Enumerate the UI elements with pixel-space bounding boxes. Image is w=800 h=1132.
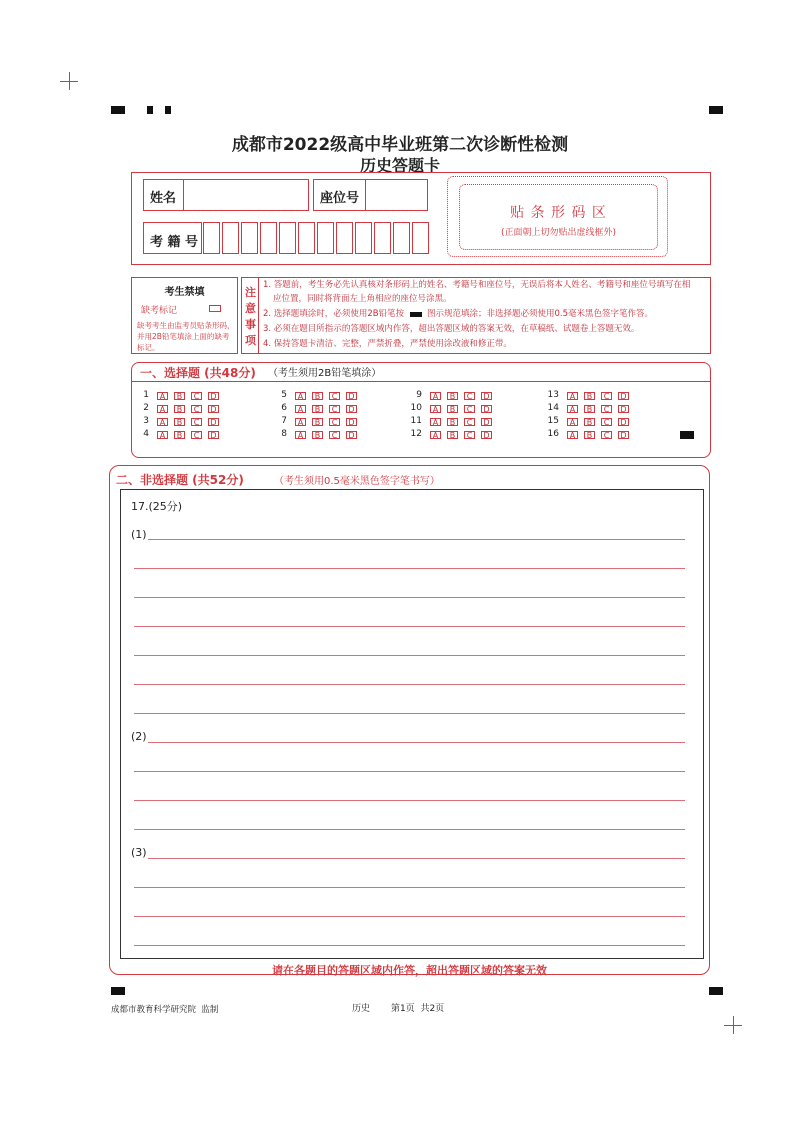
option-bubble[interactable]: C <box>601 431 612 439</box>
question-17-label: 17.(25分) <box>131 500 183 513</box>
option-bubble[interactable]: A <box>430 431 441 439</box>
option-bubble[interactable]: C <box>464 405 475 413</box>
footer-subject: 历史 <box>352 1004 371 1014</box>
option-bubble[interactable]: B <box>584 392 595 400</box>
timing-mark <box>147 106 153 114</box>
crop-mark-v <box>69 72 70 90</box>
answer-line <box>148 539 685 540</box>
option-bubble[interactable]: A <box>157 431 168 439</box>
option-bubble[interactable]: B <box>174 405 185 413</box>
answer-line <box>148 858 685 859</box>
timing-mark <box>709 987 723 995</box>
answer-line <box>134 684 685 685</box>
question-number: 1 <box>143 390 149 400</box>
question-number: 5 <box>281 390 287 400</box>
question-number: 9 <box>416 390 422 400</box>
option-bubble[interactable]: C <box>601 405 612 413</box>
option-bubble[interactable]: D <box>346 405 357 413</box>
crop-mark-v <box>733 1016 734 1034</box>
option-bubble[interactable]: B <box>174 418 185 426</box>
name-field[interactable] <box>183 179 309 211</box>
section2-answer-area[interactable] <box>120 489 704 959</box>
footer-page: 第1页 共2页 <box>391 1004 445 1014</box>
footer-institute: 成都市教育科学研究院 监制 <box>111 1005 219 1015</box>
option-bubble[interactable]: D <box>346 431 357 439</box>
option-bubble[interactable]: B <box>447 405 458 413</box>
question-number: 7 <box>281 416 287 426</box>
section1-title: 一、选择题 (共48分) <box>140 366 256 380</box>
timing-mark <box>111 987 125 995</box>
exam-no-cell[interactable] <box>393 222 410 254</box>
question-number: 3 <box>143 416 149 426</box>
option-bubble[interactable]: C <box>329 418 340 426</box>
answer-line <box>134 800 685 801</box>
section2-title: 二、非选择题 (共52分) <box>116 473 244 487</box>
notice-side-3: 事 <box>245 318 256 331</box>
page-title: 成都市2022级高中毕业班第二次诊断性检测 <box>231 135 569 155</box>
option-bubble[interactable]: B <box>174 392 185 400</box>
exam-no-cell[interactable] <box>374 222 391 254</box>
part-2-label: (2) <box>131 730 147 743</box>
option-bubble[interactable]: D <box>208 418 219 426</box>
part-3-label: (3) <box>131 846 147 859</box>
option-bubble[interactable]: C <box>464 418 475 426</box>
exam-no-cell[interactable] <box>241 222 258 254</box>
option-bubble[interactable]: C <box>191 405 202 413</box>
question-number: 10 <box>410 403 422 413</box>
exam-no-cell[interactable] <box>412 222 429 254</box>
fill-sample <box>410 312 422 317</box>
question-number: 8 <box>281 429 287 439</box>
exam-no-cell[interactable] <box>260 222 277 254</box>
option-bubble[interactable]: D <box>618 431 629 439</box>
absent-label: 缺考标记 <box>141 306 178 316</box>
exam-no-cell[interactable] <box>222 222 239 254</box>
option-bubble[interactable]: C <box>191 418 202 426</box>
exam-no-label: 考 籍 号 <box>150 235 199 250</box>
answer-line <box>134 626 685 627</box>
question-number: 4 <box>143 429 149 439</box>
notice-item-3: 3. 必须在题目所指示的答题区域内作答，超出答题区域的答案无效，在草稿纸、试题卷上答题无效。 <box>263 324 640 334</box>
option-bubble[interactable]: B <box>584 418 595 426</box>
question-number: 12 <box>410 429 422 439</box>
notice-item-2: 2. 选择题填涂时，必须使用2B铅笔按 <box>263 309 405 319</box>
option-bubble[interactable]: C <box>464 392 475 400</box>
answer-line <box>134 771 685 772</box>
option-bubble[interactable]: A <box>157 418 168 426</box>
option-bubble[interactable]: D <box>618 405 629 413</box>
notice-side-4: 项 <box>245 334 256 347</box>
answer-line <box>134 916 685 917</box>
option-bubble[interactable]: B <box>447 418 458 426</box>
option-bubble[interactable]: B <box>447 431 458 439</box>
seat-field[interactable] <box>365 179 428 211</box>
option-bubble[interactable]: A <box>567 431 578 439</box>
option-bubble[interactable]: B <box>312 431 323 439</box>
notice-item-2b: 图示规范填涂；非选择题必须使用0.5毫米黑色签字笔作答。 <box>427 309 654 319</box>
absent-note: 缺考考生由监考员贴条形码，并用2B铅笔填涂上面的缺考标记。 <box>137 321 235 352</box>
absent-mark-box[interactable] <box>209 305 221 312</box>
exam-no-cell[interactable] <box>203 222 220 254</box>
name-label: 姓名 <box>150 191 177 206</box>
option-bubble[interactable]: D <box>208 392 219 400</box>
question-number: 6 <box>281 403 287 413</box>
answer-line <box>148 742 685 743</box>
page-subtitle: 历史答题卡 <box>359 156 440 175</box>
option-bubble[interactable]: A <box>430 392 441 400</box>
exam-no-cell[interactable] <box>298 222 315 254</box>
question-number: 2 <box>143 403 149 413</box>
option-bubble[interactable]: A <box>567 418 578 426</box>
barcode-title: 贴 条 形 码 区 <box>510 205 607 221</box>
option-bubble[interactable]: D <box>346 418 357 426</box>
section1-divider <box>131 381 711 382</box>
option-bubble[interactable]: C <box>464 431 475 439</box>
notice-side-1: 注 <box>245 286 256 299</box>
answer-line <box>134 568 685 569</box>
question-number: 13 <box>547 390 559 400</box>
section2-hint: （考生须用0.5毫米黑色签字笔书写） <box>274 476 440 487</box>
exam-no-cell[interactable] <box>317 222 334 254</box>
option-bubble[interactable]: D <box>346 392 357 400</box>
option-bubble[interactable]: D <box>481 405 492 413</box>
option-bubble[interactable]: D <box>481 392 492 400</box>
notice-item-4: 4. 保持答题卡清洁、完整，严禁折叠，严禁使用涂改液和修正带。 <box>263 339 512 349</box>
option-bubble[interactable]: D <box>208 405 219 413</box>
exam-no-cell[interactable] <box>279 222 296 254</box>
option-bubble[interactable]: B <box>584 431 595 439</box>
name-label-cell <box>143 179 184 211</box>
option-bubble[interactable]: B <box>584 405 595 413</box>
answer-line <box>134 887 685 888</box>
notice-item-1b: 应位置，同时将背面左上角相应的座位号涂黑。 <box>273 294 452 304</box>
answer-line <box>134 655 685 656</box>
notice-side-2: 意 <box>245 302 256 315</box>
question-number: 11 <box>410 416 422 426</box>
exam-no-cell[interactable] <box>336 222 353 254</box>
option-bubble[interactable]: A <box>157 392 168 400</box>
option-bubble[interactable]: C <box>191 431 202 439</box>
option-bubble[interactable]: C <box>601 418 612 426</box>
answer-line <box>134 597 685 598</box>
option-bubble[interactable]: A <box>295 418 306 426</box>
section1-hint: （考生须用2B铅笔填涂） <box>268 368 382 379</box>
seat-label: 座位号 <box>320 191 360 206</box>
out-of-area-warning: 请在各题目的答题区域内作答，超出答题区域的答案无效 <box>272 964 547 977</box>
option-bubble[interactable]: A <box>295 431 306 439</box>
option-bubble[interactable]: C <box>191 392 202 400</box>
question-number: 14 <box>547 403 559 413</box>
option-bubble[interactable]: D <box>618 392 629 400</box>
option-bubble[interactable]: B <box>312 392 323 400</box>
option-bubble[interactable]: B <box>312 418 323 426</box>
option-bubble[interactable]: A <box>567 405 578 413</box>
option-bubble[interactable]: B <box>312 405 323 413</box>
option-bubble[interactable]: B <box>174 431 185 439</box>
option-bubble[interactable]: C <box>329 431 340 439</box>
timing-mark <box>165 106 171 114</box>
option-bubble[interactable]: C <box>329 405 340 413</box>
option-bubble[interactable]: A <box>430 418 441 426</box>
answer-line <box>134 713 685 714</box>
answer-line <box>134 829 685 830</box>
option-bubble[interactable]: A <box>567 392 578 400</box>
timing-mark <box>709 106 723 114</box>
option-bubble[interactable]: A <box>430 405 441 413</box>
option-bubble[interactable]: A <box>157 405 168 413</box>
option-bubble[interactable]: D <box>481 418 492 426</box>
option-bubble[interactable]: D <box>208 431 219 439</box>
part-1-label: (1) <box>131 528 147 541</box>
question-number: 15 <box>547 416 559 426</box>
barcode-note: (正面朝上切勿贴出虚线框外) <box>500 228 617 238</box>
option-bubble[interactable]: D <box>618 418 629 426</box>
option-bubble[interactable]: A <box>295 392 306 400</box>
option-bubble[interactable]: D <box>481 431 492 439</box>
timing-mark <box>111 106 125 114</box>
answer-line <box>134 945 685 946</box>
exam-no-cell[interactable] <box>355 222 372 254</box>
question-number: 16 <box>547 429 559 439</box>
option-bubble[interactable]: C <box>601 392 612 400</box>
option-bubble[interactable]: B <box>447 392 458 400</box>
examiner-only-title: 考生禁填 <box>164 287 205 298</box>
option-bubble[interactable]: A <box>295 405 306 413</box>
notice-item-1: 1. 答题前，考生务必先认真核对条形码上的姓名、考籍号和座位号，无误后将本人姓名、考籍号和座位号填写在相 <box>263 280 691 290</box>
option-bubble[interactable]: C <box>329 392 340 400</box>
